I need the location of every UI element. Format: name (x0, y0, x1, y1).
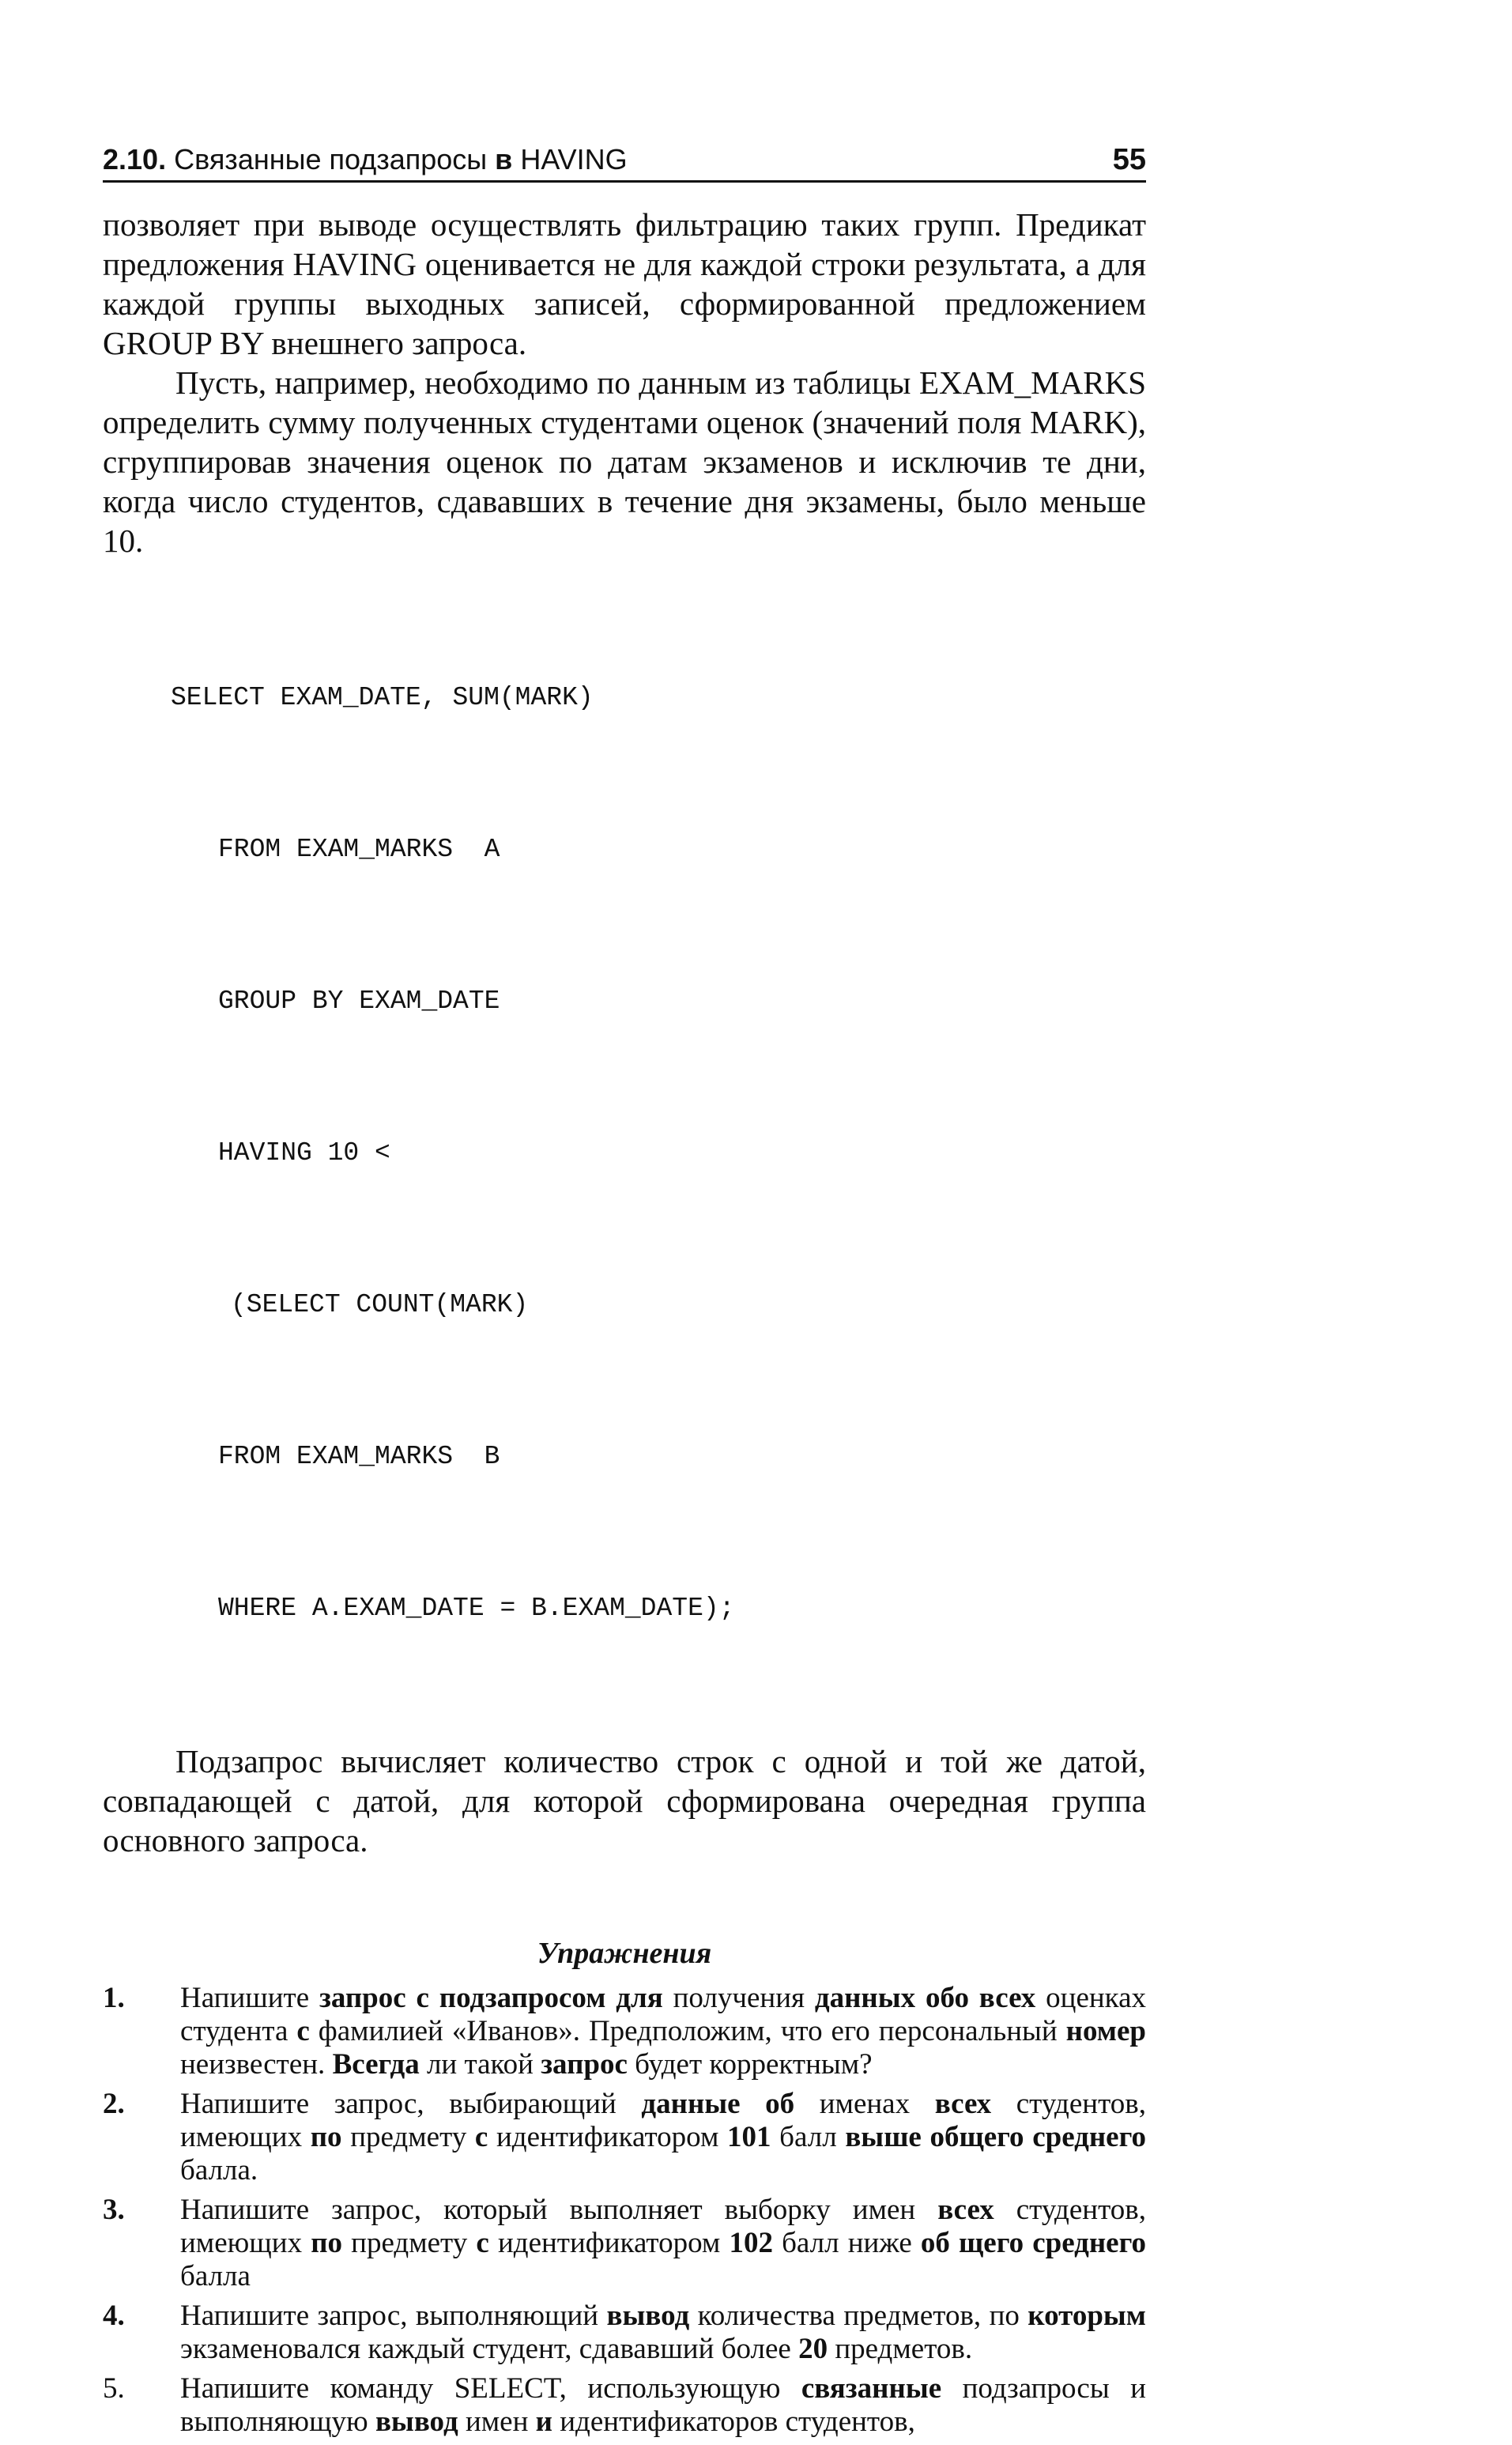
exercise-item (103, 2194, 1146, 2293)
exercise-text-bold: с (296, 2015, 310, 2047)
exercise-text-run: предмету (342, 2227, 477, 2259)
code-line: FROM EXAM_MARKS B (218, 1442, 500, 1471)
exercise-text (180, 1982, 1146, 2081)
exercise-text-run: идентификатором (488, 2121, 728, 2153)
exercise-number: 2. (103, 2088, 125, 2120)
exercise-text (180, 2088, 1146, 2187)
exercise-text-run: Напишите запрос, выбирающий (180, 2088, 642, 2120)
section-title-pre: Связанные подзапросы (174, 143, 496, 175)
exercise-text-run: оценках студента (180, 1982, 1146, 2047)
exercise-text-run: имен (458, 2405, 536, 2438)
page-number: 55 (1112, 143, 1146, 176)
exercise-text-run: Напишите запрос, выполняющий (180, 2300, 607, 2332)
code-line: (SELECT COUNT(MARK) (231, 1290, 529, 1319)
exercise-text-bold: вывод (606, 2300, 690, 2332)
exercise-number: 1. (103, 1982, 125, 2014)
code-line: GROUP BY EXAM_DATE (218, 987, 500, 1016)
exercise-text-bold: по (311, 2227, 343, 2259)
paragraph-3: Подзапрос вычисляет количество строк с одной и той же датой, совпадающей с датой, для которой сформирована очередная группа основного запроса. (103, 1743, 1146, 1858)
exercises-title: Упражнения (537, 1937, 712, 1970)
exercise-text-run: балла (180, 2260, 251, 2292)
sql-code-block (103, 572, 1146, 1735)
exercise-text-run: балл ниже (772, 2227, 921, 2259)
exercise-text-run: балл (771, 2121, 846, 2153)
exercise-text-bold: 102 (729, 2227, 773, 2259)
exercise-text-bold: запрос (541, 2048, 628, 2081)
exercise-text-bold: с (476, 2227, 489, 2259)
exercise-text-bold: Всегда (332, 2048, 420, 2081)
exercise-text-run: предметов. (828, 2333, 973, 2365)
exercise-text (180, 2194, 1146, 2293)
exercise-text-run: именах (794, 2088, 935, 2120)
exercise-text-run: Напишите (180, 1982, 319, 2014)
exercise-text-run: Напишите команду SELECT, использующую (180, 2372, 801, 2405)
paragraph-1: позволяет при выводе осуществлять фильтрацию таких групп. Предикат предложения HAVING оценивается не для каждой строки результата, а для каждой группы выходных записей, сформированной предложением GROUP BY внешнего запроса. (103, 206, 1146, 361)
exercise-text-bold: об щего среднего (920, 2227, 1146, 2259)
exercise-text-run: балла. (180, 2154, 258, 2187)
exercise-text-bold: 20 (798, 2333, 828, 2365)
exercise-text-bold: с (474, 2121, 488, 2153)
exercise-text-run: будет корректным? (627, 2048, 873, 2081)
exercise-number: 5. (103, 2372, 125, 2405)
exercise-item (103, 2088, 1146, 2187)
code-line: FROM EXAM_MARKS A (218, 835, 500, 864)
running-header (103, 142, 1146, 183)
exercise-text-run: предмету (341, 2121, 475, 2153)
exercise-text-run: количества предметов, по (689, 2300, 1028, 2332)
exercise-text-bold: выше общего среднего (845, 2121, 1146, 2153)
exercise-text-run: ли такой (419, 2048, 541, 2081)
exercise-text (180, 2300, 1146, 2366)
section-title-kw: в (495, 143, 513, 175)
exercise-text-bold: вывод (375, 2405, 458, 2438)
exercise-text-bold: данных обо всех (814, 1982, 1036, 2014)
exercise-text-bold: по (310, 2121, 342, 2153)
exercise-text-bold: которым (1027, 2300, 1146, 2332)
exercise-text-bold: связанные (801, 2372, 942, 2405)
exercise-text-run: идентификатором (488, 2227, 730, 2259)
exercise-text-bold: всех (937, 2194, 994, 2226)
exercise-text-run: идентификаторов студентов, (552, 2405, 915, 2438)
exercise-text (180, 2372, 1146, 2439)
code-line: SELECT EXAM_DATE, SUM(MARK) (171, 683, 594, 712)
exercise-text-run: студентов, имеющих (180, 2088, 1146, 2153)
exercise-text-bold: номер (1065, 2015, 1146, 2047)
exercise-text-bold: данные об (641, 2088, 795, 2120)
exercise-text-run: студентов, имеющих (180, 2194, 1146, 2259)
exercise-number: 4. (103, 2300, 125, 2332)
exercise-text-bold: 101 (727, 2121, 771, 2153)
exercise-item (103, 1982, 1146, 2081)
exercise-text-bold: всех (934, 2088, 992, 2120)
exercise-text-run: Напишите запрос, который выполняет выборку имен (180, 2194, 938, 2226)
section-number: 2.10. (103, 143, 167, 175)
exercise-text-bold: запрос с подзапросом для (319, 1982, 663, 2014)
exercise-item (103, 2372, 1146, 2439)
code-line: HAVING 10 < (218, 1138, 390, 1168)
section-heading (103, 142, 628, 177)
exercise-text-run: фамилией «Иванов». Предположим, что его персональный (309, 2015, 1066, 2047)
exercise-number: 3. (103, 2194, 125, 2226)
exercise-text-run: экзаменовался каждый студент, сдававший более (180, 2333, 799, 2365)
exercise-text-run: подзапросы и выполняющую (180, 2372, 1146, 2438)
book-page (103, 142, 1146, 2445)
paragraph-2: Пусть, например, необходимо по данным из таблицы EXAM_MARKS определить сумму полученных студентами оценок (значений поля MARK), сгруппировав значения оценок по датам экзаменов и исключив те дни, когда число студентов, сдававших в течение дня экзамены, было меньше 10. (103, 364, 1146, 559)
exercise-text-bold: и (535, 2405, 552, 2438)
exercise-item (103, 2300, 1146, 2366)
exercises-list (103, 1982, 1146, 2439)
exercise-text-run: получения (662, 1982, 815, 2014)
code-line: WHERE A.EXAM_DATE = B.EXAM_DATE); (218, 1594, 735, 1623)
exercise-text-run: неизвестен. (180, 2048, 333, 2081)
section-title-post: HAVING (512, 143, 628, 175)
